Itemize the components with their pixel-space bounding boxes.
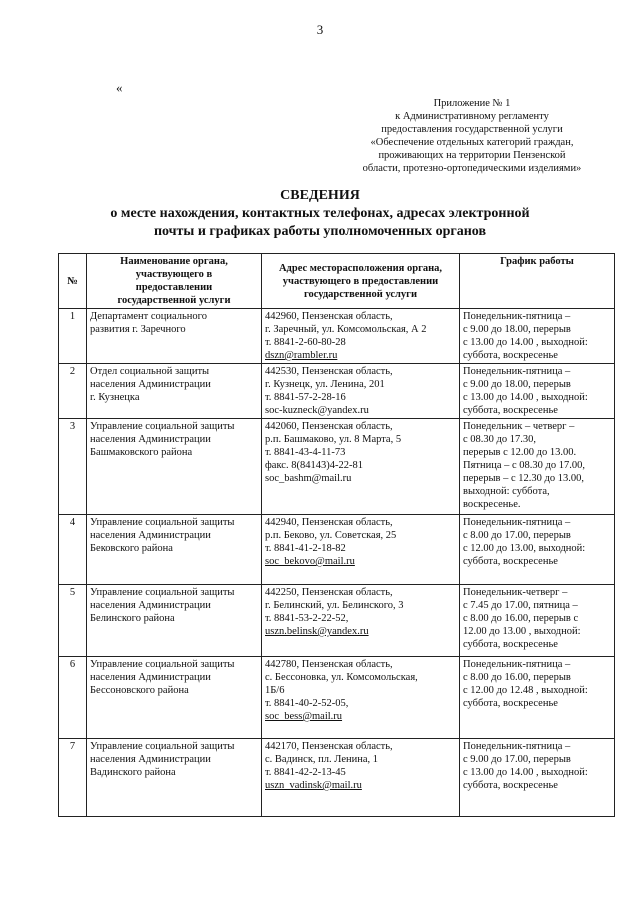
agency-name (87, 739, 262, 817)
title-line: СВЕДЕНИЯ (280, 188, 360, 203)
agency-name-line: г. Кузнецка (90, 392, 140, 403)
work-schedule (460, 309, 615, 364)
row-number: 4 (59, 515, 87, 585)
work-schedule-line: с 13.00 до 14.00 , выходной: (463, 337, 588, 348)
agency-address-line: т. 8841-40-2-52-05, (265, 698, 349, 709)
email-link[interactable]: uszn.belinsk@yandex.ru (265, 626, 369, 637)
agency-name-line: Белинского района (90, 613, 175, 624)
work-schedule-line: с 13.00 до 14.00 , выходной: (463, 767, 588, 778)
email-link[interactable]: uszn_vadinsk@mail.ru (265, 780, 362, 791)
work-schedule-line: с 12.00 до 13.00, выходной: (463, 543, 586, 554)
agency-address-line: 442530, Пензенская область, (265, 366, 393, 377)
agency-name-line: Башмаковского района (90, 447, 193, 458)
agency-address-line: р.п. Беково, ул. Советская, 25 (265, 530, 397, 541)
agency-name-line: населения Администрации (90, 600, 211, 611)
work-schedule-line: с 9.00 до 17.00, перерыв (463, 754, 571, 765)
email-link[interactable]: dszn@rambler.ru (265, 350, 338, 361)
agency-address-line: т. 8841-43-4-11-73 (265, 447, 346, 458)
agency-name-line: Вадинского района (90, 767, 176, 778)
agency-name-line: Управление социальной защиты (90, 421, 235, 432)
work-schedule-line: суббота, воскресенье (463, 639, 558, 650)
agency-name-line: Управление социальной защиты (90, 659, 235, 670)
header-schedule (460, 254, 615, 309)
agency-address-line: т. 8841-41-2-18-82 (265, 543, 346, 554)
agency-name-line: Управление социальной защиты (90, 517, 235, 528)
agency-address (262, 419, 460, 515)
agency-address-line: факс. 8(84143)4-22-81 (265, 460, 363, 471)
work-schedule-line: Понедельник-пятница – (463, 517, 571, 528)
header-line: участвующего в (135, 269, 213, 280)
work-schedule-line: Понедельник – четверг – (463, 421, 575, 432)
work-schedule-line: 12.00 до 13.00 , выходной: (463, 626, 581, 637)
work-schedule (460, 585, 615, 657)
agency-name-line: населения Администрации (90, 672, 211, 683)
header-line: участвующего в предоставлении (282, 275, 439, 287)
title-line: о месте нахождения, контактных телефонах, адресах электронной (110, 206, 530, 221)
agency-address-line: soc_bashm@mail.ru (265, 473, 352, 484)
work-schedule (460, 419, 615, 515)
work-schedule (460, 364, 615, 419)
work-schedule-line: Пятница – с 08.30 до 17.00, (463, 460, 586, 471)
agency-address-line: г. Белинский, ул. Белинского, 3 (265, 600, 404, 611)
header-name (87, 254, 262, 309)
work-schedule-line: суббота, воскресенье (463, 698, 558, 709)
work-schedule-line: Понедельник-четверг – (463, 587, 568, 598)
appendix-line: области, протезно-ортопедическими изделиями» (362, 163, 582, 174)
agency-address-line: 1Б/6 (265, 685, 285, 696)
agency-address-line: р.п. Башмаково, ул. 8 Марта, 5 (265, 434, 402, 445)
work-schedule (460, 739, 615, 817)
email-link[interactable]: soc_bekovo@mail.ru (265, 556, 355, 567)
agency-name-line: Бессоновского района (90, 685, 189, 696)
row-number: 7 (59, 739, 87, 817)
work-schedule-line: с 08.30 до 17.30, (463, 434, 537, 445)
agency-address-line: т. 8841-42-2-13-45 (265, 767, 346, 778)
table-row (59, 739, 615, 817)
work-schedule-line: с 9.00 до 18.00, перерыв (463, 379, 571, 390)
appendix-line: Приложение № 1 (433, 98, 511, 109)
agency-address (262, 364, 460, 419)
title-line: почты и графиках работы уполномоченных органов (153, 224, 487, 239)
work-schedule-line: перерыв – с 12.30 до 13.00, (463, 473, 584, 484)
agency-address-line: с. Бессоновка, ул. Комсомольская, (265, 672, 418, 683)
work-schedule-line: Понедельник-пятница – (463, 659, 571, 670)
appendix-line: к Административному регламенту (395, 111, 549, 122)
agency-name-line: развития г. Заречного (90, 324, 186, 335)
header-line: Наименование органа, (120, 256, 228, 267)
row-number: 1 (59, 309, 87, 364)
agency-address-line: 442940, Пензенская область, (265, 517, 393, 528)
agency-address-line: т. 8841-57-2-28-16 (265, 392, 346, 403)
work-schedule-line: воскресенье. (463, 499, 521, 510)
agency-name-line: Отдел социальной защиты (90, 366, 210, 377)
agency-name (87, 515, 262, 585)
document-title (0, 187, 640, 241)
appendix-line: «Обеспечение отдельных категорий граждан, (370, 137, 574, 148)
work-schedule-line: с 8.00 до 16.00, перерыв с (463, 613, 579, 624)
work-schedule (460, 657, 615, 739)
header-line: государственной услуги (304, 288, 417, 300)
agency-address (262, 309, 460, 364)
work-schedule-line: с 8.00 до 16.00, перерыв (463, 672, 571, 683)
table-row (59, 419, 615, 515)
header-line: График работы (500, 256, 574, 267)
agency-name (87, 585, 262, 657)
agency-address-line: т. 8841-2-60-80-28 (265, 337, 346, 348)
work-schedule-line: суббота, воскресенье (463, 350, 558, 361)
agency-address (262, 585, 460, 657)
work-schedule-line: с 7.45 до 17.00, пятница – (463, 600, 578, 611)
appendix-note (342, 97, 602, 175)
agency-name (87, 309, 262, 364)
agency-address-line: 442060, Пензенская область, (265, 421, 393, 432)
work-schedule-line: перерыв с 12.00 до 13.00. (463, 447, 577, 458)
work-schedule-line: Понедельник-пятница – (463, 311, 571, 322)
header-number: № (59, 254, 87, 309)
work-schedule-line: суббота, воскресенье (463, 405, 558, 416)
agency-name (87, 364, 262, 419)
header-line: государственной услуги (117, 295, 231, 306)
agency-name-line: Управление социальной защиты (90, 587, 235, 598)
agencies-table (58, 253, 615, 817)
header-line: предоставлении (135, 282, 213, 293)
agency-name (87, 419, 262, 515)
row-number: 5 (59, 585, 87, 657)
work-schedule-line: с 12.00 до 12.48 , выходной: (463, 685, 588, 696)
work-schedule (460, 515, 615, 585)
table-row (59, 309, 615, 364)
agency-address (262, 657, 460, 739)
table-header-row (59, 254, 615, 309)
agency-address (262, 515, 460, 585)
work-schedule-line: суббота, воскресенье (463, 556, 558, 567)
table-row (59, 585, 615, 657)
appendix-line: проживающих на территории Пензенской (378, 150, 566, 161)
row-number: 6 (59, 657, 87, 739)
agency-address-line: г. Заречный, ул. Комсомольская, А 2 (265, 324, 427, 335)
work-schedule-line: суббота, воскресенье (463, 780, 558, 791)
agency-name-line: Департамент социального (90, 311, 207, 322)
row-number: 3 (59, 419, 87, 515)
agency-address-line: с. Вадинск, пл. Ленина, 1 (265, 754, 379, 765)
agency-name-line: населения Администрации (90, 379, 211, 390)
agency-name-line: населения Администрации (90, 530, 211, 541)
work-schedule-line: с 9.00 до 18.00, перерыв (463, 324, 571, 335)
agency-address-line: 442250, Пензенская область, (265, 587, 393, 598)
agency-address-line: 442960, Пензенская область, (265, 311, 393, 322)
agency-name-line: Управление социальной защиты (90, 741, 235, 752)
table-row (59, 657, 615, 739)
agency-name (87, 657, 262, 739)
table-row (59, 364, 615, 419)
appendix-line: предоставления государственной услуги (381, 124, 563, 135)
header-address (262, 254, 460, 309)
agency-address-line: г. Кузнецк, ул. Ленина, 201 (265, 379, 385, 390)
agency-name-line: населения Администрации (90, 434, 211, 445)
opening-quote: « (116, 80, 123, 95)
agency-address-line: soc-kuzneck@yandex.ru (265, 405, 369, 416)
row-number: 2 (59, 364, 87, 419)
agency-name-line: населения Администрации (90, 754, 211, 765)
agency-address-line: т. 8841-53-2-22-52, (265, 613, 349, 624)
agency-address (262, 739, 460, 817)
work-schedule-line: Понедельник-пятница – (463, 366, 571, 377)
work-schedule-line: Понедельник-пятница – (463, 741, 571, 752)
table-row (59, 515, 615, 585)
header-line: Адрес месторасположения органа, (278, 262, 443, 274)
page-number: 3 (316, 22, 324, 37)
agency-address-line: 442170, Пензенская область, (265, 741, 393, 752)
work-schedule-line: выходной: суббота, (463, 486, 550, 497)
email-link[interactable]: soc_bess@mail.ru (265, 711, 343, 722)
work-schedule-line: с 13.00 до 14.00 , выходной: (463, 392, 588, 403)
work-schedule-line: с 8.00 до 17.00, перерыв (463, 530, 571, 541)
agency-name-line: Бековского района (90, 543, 173, 554)
agency-address-line: 442780, Пензенская область, (265, 659, 393, 670)
